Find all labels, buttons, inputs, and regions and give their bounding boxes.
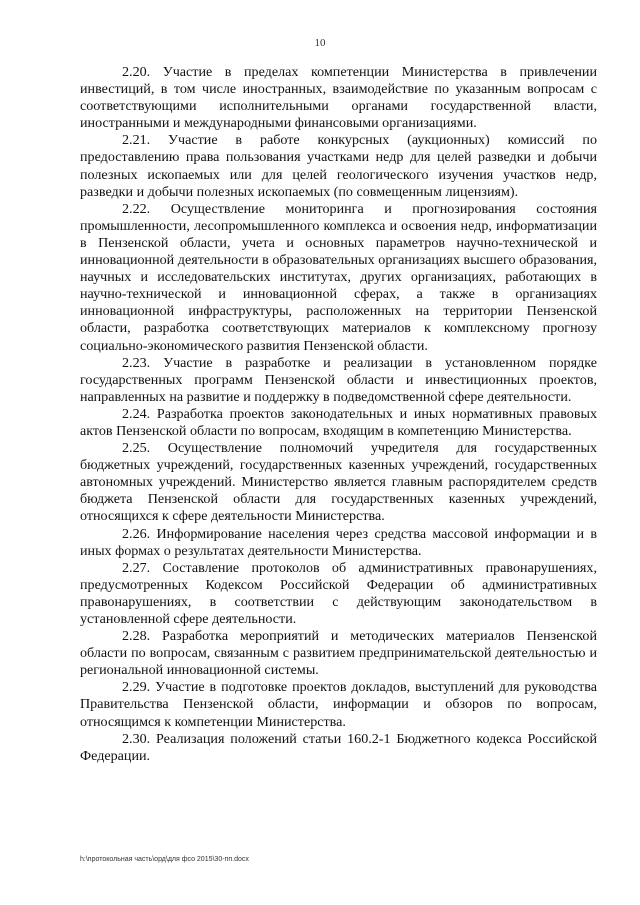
paragraph-2-26: 2.26. Информирование населения через средства массовой информации и в иных формах о результатах деятельности Министерства.: [80, 525, 597, 559]
paragraph-2-24: 2.24. Разработка проектов законодательных и иных нормативных правовых актов Пензенской области по вопросам, входящим в компетенцию Министерства.: [80, 405, 597, 439]
paragraph-2-21: 2.21. Участие в работе конкурсных (аукционных) комиссий по предоставлению права пользования участками недр для целей разведки и добычи полезных ископаемых или для целей геологического изучения участков недр, разведки и добычи полезных ископаемых (по совмещенным лицензиям).: [80, 132, 597, 200]
paragraph-2-27: 2.27. Составление протоколов об административных правонарушениях, предусмотренных Кодексом Российской Федерации об административных правонарушениях, в соответствии с действующим законодательством в установленной сфере деятельности.: [80, 559, 597, 627]
page-number: 10: [314, 37, 326, 49]
paragraph-2-22: 2.22. Осуществление мониторинга и прогнозирования состояния промышленности, лесопромышленного комплекса и освоения недр, информатизации в Пензенской области, учета и основных параметров научно-технической и инновационной деятельности в образовательных организациях высшего образования, научных и исследовательских институтах, других организациях, работающих в научно-технической и инновационной сферах, а также в организациях инновационной инфраструктуры, расположенных на территории Пензенской области, разработка соответствующих материалов к комплексному прогнозу социально-экономического развития Пензенской области.: [80, 200, 597, 354]
paragraph-2-25: 2.25. Осуществление полномочий учредителя для государственных бюджетных учреждений, государственных казенных учреждений, государственных автономных учреждений. Министерство является главным распорядителем средств бюджета Пензенской области для государственных казенных учреждений, относящихся к сфере деятельности Министерства.: [80, 440, 597, 525]
paragraph-2-20: 2.20. Участие в пределах компетенции Министерства в привлечении инвестиций, в том числе иностранных, взаимодействие по указанным вопросам с соответствующими исполнительными органами государственной власти, иностранными и международными финансовыми организациями.: [80, 64, 597, 132]
paragraph-2-29: 2.29. Участие в подготовке проектов докладов, выступлений для руководства Правительства Пензенской области, информации и обзоров по вопросам, относящимся к компетенции Министерства.: [80, 679, 597, 730]
paragraph-2-23: 2.23. Участие в разработке и реализации в установленном порядке государственных программ Пензенской области и инвестиционных проектов, направленных на развитие и поддержку в подведомственной сфере деятельности.: [80, 354, 597, 405]
document-body: [80, 64, 597, 765]
footer-file-path: h:\протокольная часть\орд\для фсо 2015\30-пп.docx: [80, 856, 249, 863]
paragraph-2-30: 2.30. Реализация положений статьи 160.2-1 Бюджетного кодекса Российской Федерации.: [80, 730, 597, 764]
paragraph-2-28: 2.28. Разработка мероприятий и методических материалов Пензенской области по вопросам, связанным с развитием предпринимательской деятельностью и региональной инновационной системы.: [80, 628, 597, 679]
